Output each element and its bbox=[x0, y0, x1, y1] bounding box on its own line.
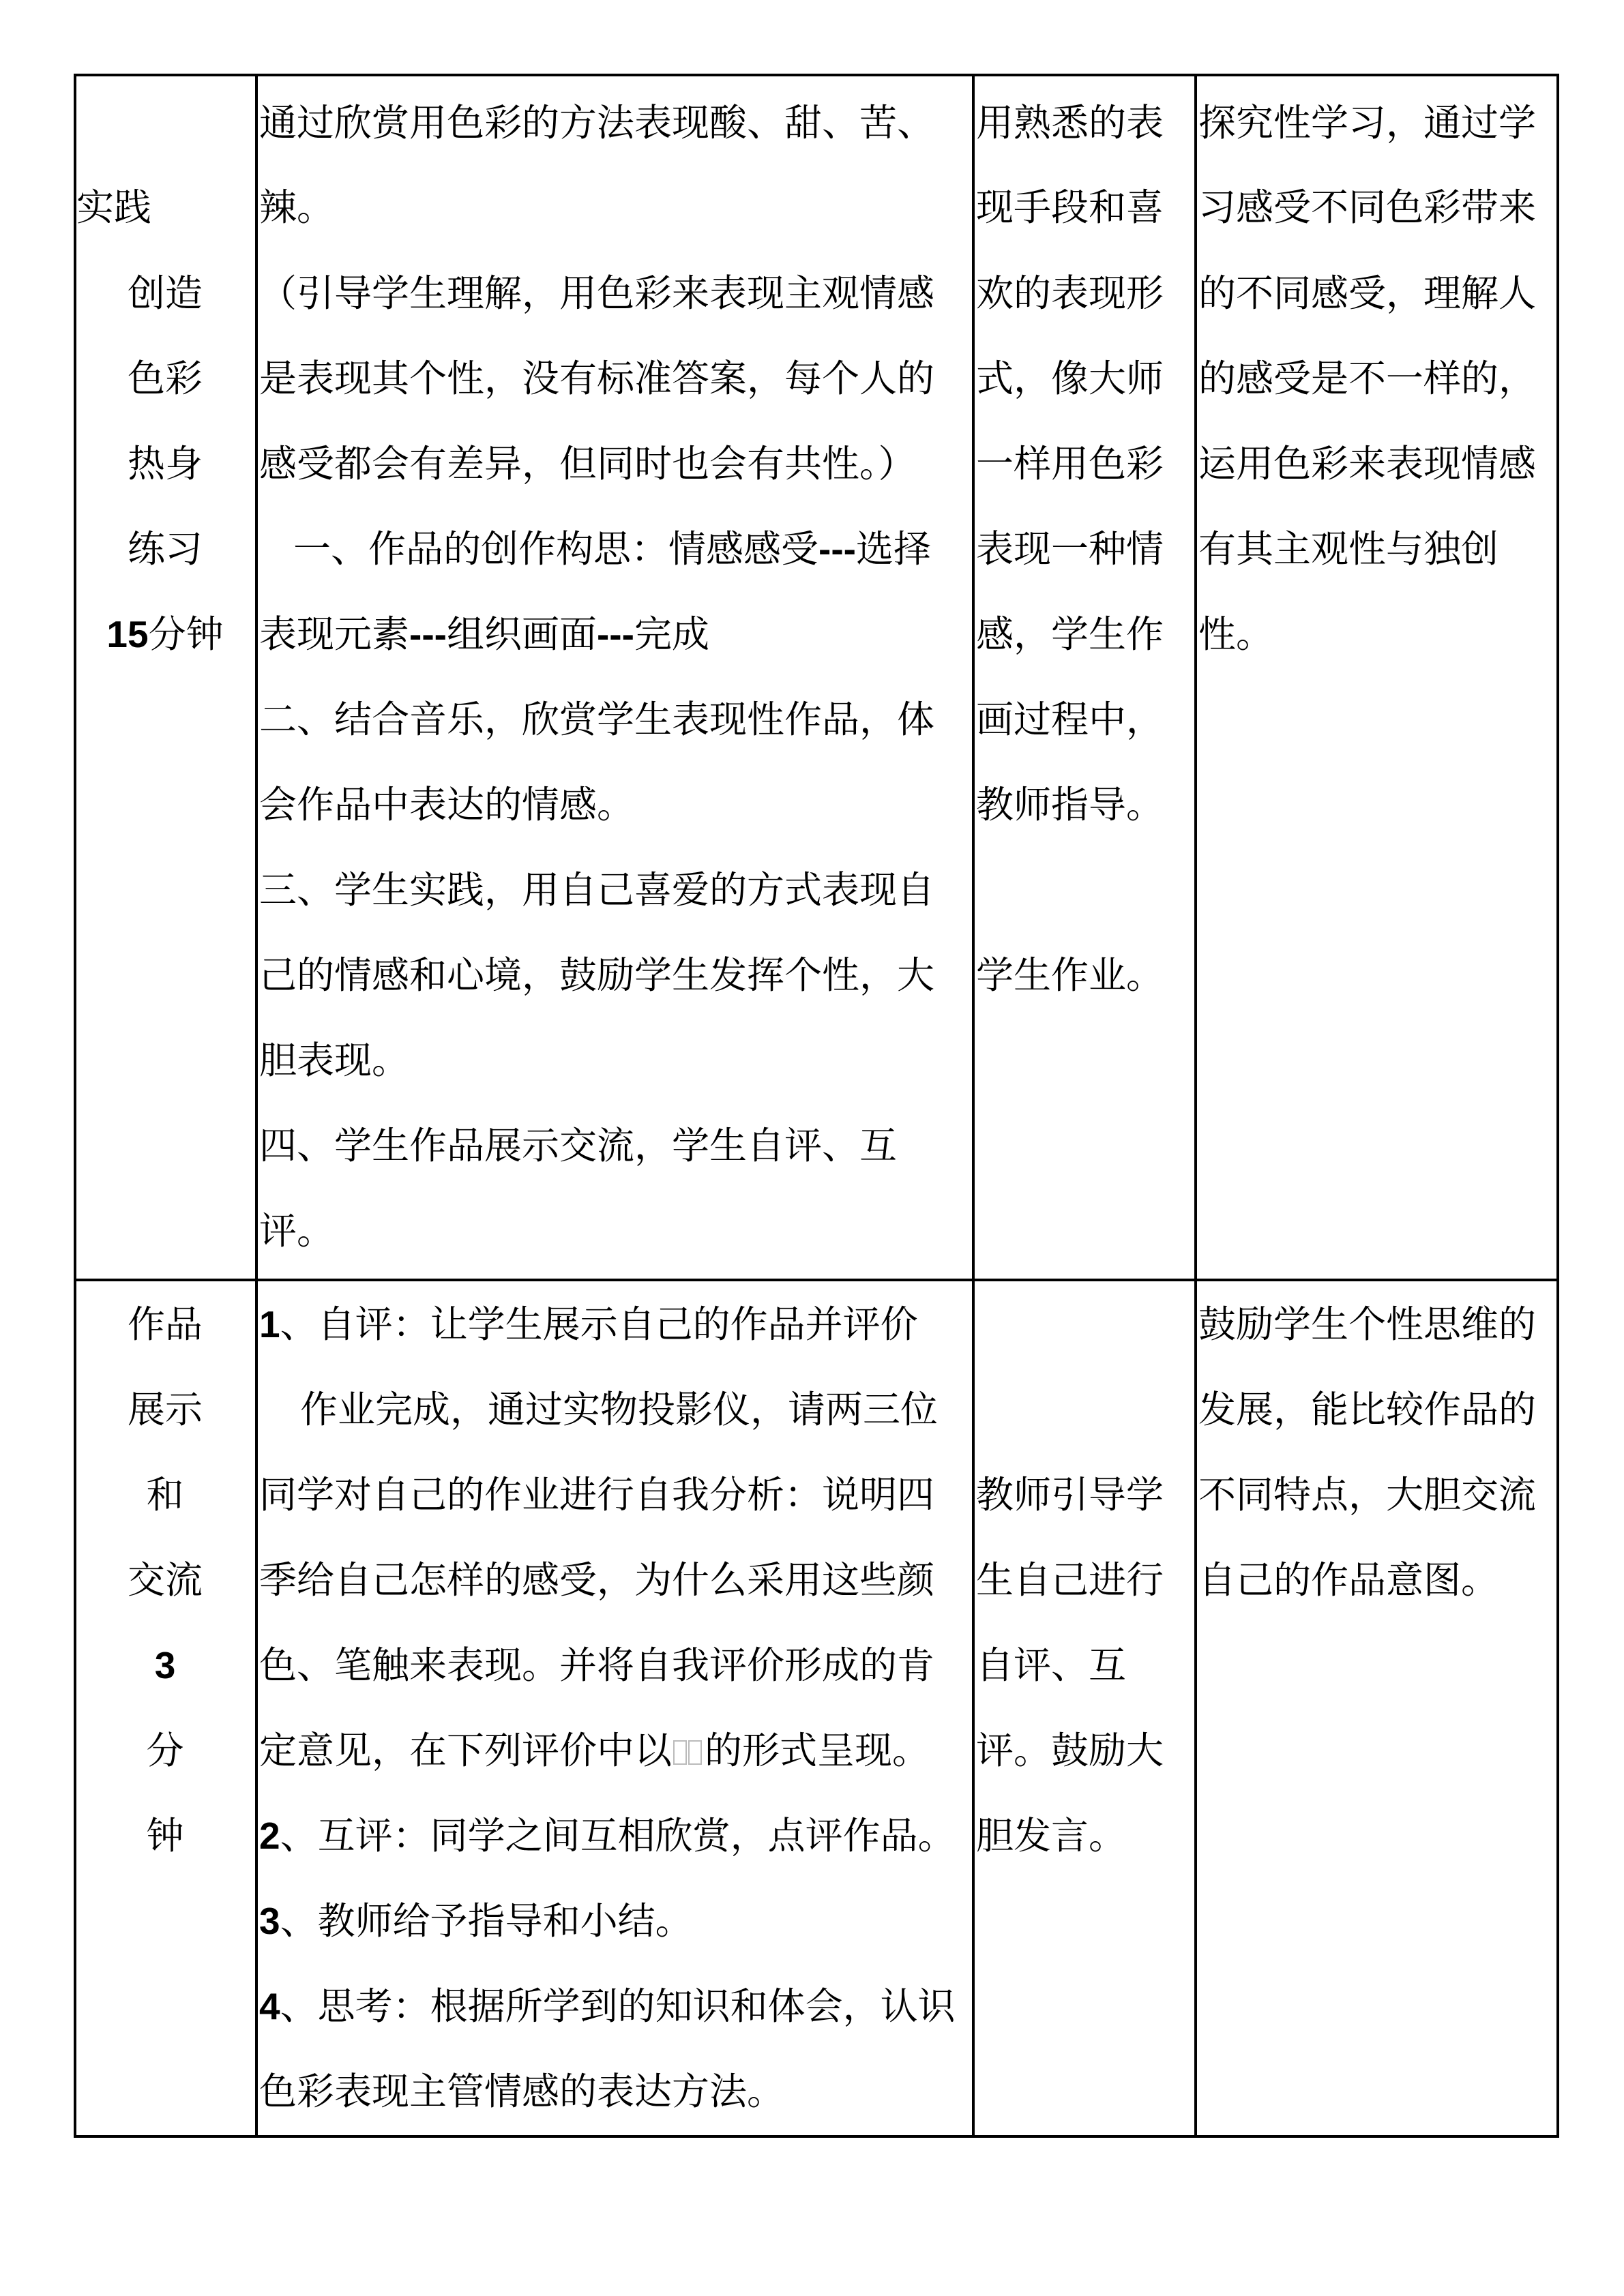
stage-label: 分 bbox=[146, 1729, 184, 1772]
stage-label: 热身 bbox=[127, 442, 203, 486]
student-line: 自评、互 bbox=[976, 1643, 1127, 1687]
student-line: 评。鼓励大 bbox=[976, 1729, 1164, 1772]
student-line: 教师引导学 bbox=[976, 1473, 1164, 1517]
checkbox-placeholder-icon bbox=[672, 1739, 705, 1766]
content-line: 二、结合音乐，欣赏学生表现性作品，体 bbox=[259, 698, 935, 741]
stage-label: 展示 bbox=[127, 1388, 203, 1431]
intent-line: 习感受不同色彩带来 bbox=[1198, 185, 1537, 229]
student-line: 一样用色彩 bbox=[976, 442, 1164, 486]
student-line: 感，学生作 bbox=[976, 612, 1164, 656]
content-line: 2、互评：同学之间互相欣赏，点评作品。 bbox=[259, 1814, 956, 1858]
content-line: 三、学生实践，用自己喜爱的方式表现自 bbox=[259, 868, 935, 912]
student-line: 学生作业。 bbox=[976, 953, 1164, 997]
content-line: 同学对自己的作业进行自我分析：说明四 bbox=[259, 1473, 935, 1517]
student-line: 式，像大师 bbox=[976, 357, 1164, 400]
intent-line: 运用色彩来表现情感 bbox=[1198, 442, 1537, 486]
stage-label: 钟 bbox=[146, 1814, 184, 1858]
intent-line: 不同特点，大胆交流 bbox=[1198, 1473, 1537, 1517]
student-line: 欢的表现形 bbox=[976, 271, 1164, 315]
intent-line: 性。 bbox=[1198, 612, 1274, 656]
student-line: 表现一种情 bbox=[976, 527, 1164, 571]
content-line: （引导学生理解，用色彩来表现主观情感 bbox=[259, 271, 935, 315]
stage-label: 实践 bbox=[76, 185, 152, 229]
intent-line: 自己的作品意图。 bbox=[1198, 1558, 1499, 1602]
content-line: 己的情感和心境，鼓励学生发挥个性，大 bbox=[259, 953, 935, 997]
content-line: 一、作品的创作构思：情感感受---选择 bbox=[293, 527, 931, 571]
student-line: 教师指导。 bbox=[976, 783, 1164, 826]
content-line: 1、自评：让学生展示自己的作品并评价 bbox=[259, 1302, 918, 1346]
content-line: 辣。 bbox=[259, 185, 335, 229]
content-line: 季给自己怎样的感受，为什么采用这些颜 bbox=[259, 1558, 935, 1602]
content-line: 四、学生作品展示交流，学生自评、互 bbox=[259, 1124, 898, 1167]
content-line: 通过欣赏用色彩的方法表现酸、甜、苦、 bbox=[259, 101, 935, 145]
student-line: 胆发言。 bbox=[976, 1814, 1127, 1858]
intent-line: 有其主观性与独创 bbox=[1198, 527, 1499, 571]
table-col-divider bbox=[255, 74, 258, 2138]
intent-line: 发展，能比较作品的 bbox=[1198, 1388, 1537, 1431]
table-row-divider bbox=[74, 1279, 1559, 1281]
stage-duration: 3 bbox=[154, 1644, 176, 1686]
student-line: 现手段和喜 bbox=[976, 185, 1164, 229]
content-line: 4、思考：根据所学到的知识和体会，认识 bbox=[259, 1984, 956, 2028]
intent-line: 探究性学习，通过学 bbox=[1198, 101, 1537, 145]
stage-label: 作品 bbox=[127, 1302, 203, 1346]
table-border-bottom bbox=[74, 2135, 1559, 2138]
content-line: 作业完成，通过实物投影仪，请两三位 bbox=[300, 1388, 939, 1431]
student-line: 生自己进行 bbox=[976, 1558, 1164, 1602]
content-line: 会作品中表达的情感。 bbox=[259, 783, 635, 826]
intent-line: 鼓励学生个性思维的 bbox=[1198, 1302, 1537, 1346]
content-line: 是表现其个性，没有标准答案，每个人的 bbox=[259, 357, 935, 400]
content-line: 胆表现。 bbox=[259, 1039, 410, 1082]
stage-label: 练习 bbox=[127, 527, 203, 571]
student-line: 用熟悉的表 bbox=[976, 101, 1164, 145]
stage-label: 和 bbox=[146, 1473, 184, 1517]
stage-label: 色彩 bbox=[127, 357, 203, 400]
content-line: 定意见，在下列评价中以 的形式呈现。 bbox=[259, 1729, 930, 1772]
table-col-divider bbox=[1194, 74, 1197, 2138]
content-line: 3、教师给予指导和小结。 bbox=[259, 1899, 693, 1943]
content-line: 色、笔触来表现。并将自我评价形成的肯 bbox=[259, 1643, 935, 1687]
table-col-divider bbox=[972, 74, 975, 2138]
content-line: 色彩表现主管情感的表达方法。 bbox=[259, 2070, 785, 2113]
intent-line: 的不同感受，理解人 bbox=[1198, 271, 1537, 315]
student-line: 画过程中， bbox=[976, 698, 1164, 741]
table-border-right bbox=[1556, 74, 1559, 2138]
content-line: 评。 bbox=[259, 1209, 335, 1253]
stage-label: 交流 bbox=[127, 1558, 203, 1602]
stage-label: 创造 bbox=[127, 271, 203, 315]
content-line: 表现元素---组织画面---完成 bbox=[259, 612, 709, 656]
stage-duration: 15分钟 bbox=[106, 612, 224, 656]
content-line: 感受都会有差异，但同时也会有共性。） bbox=[259, 442, 916, 486]
intent-line: 的感受是不一样的， bbox=[1198, 357, 1537, 400]
table-border-top bbox=[74, 74, 1559, 76]
